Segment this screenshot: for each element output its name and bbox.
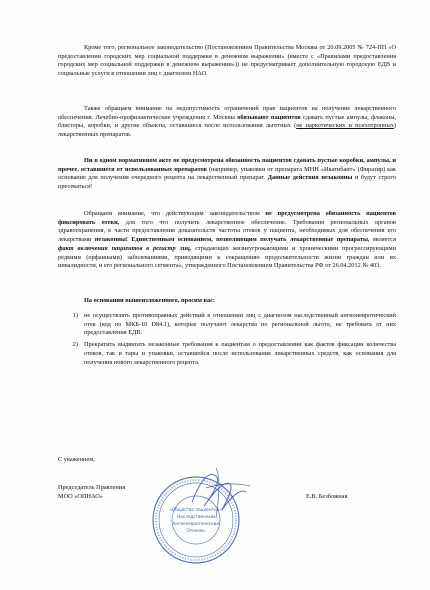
list-item-number: 1): [72, 312, 78, 319]
paragraph-text: ) лекарственных препаратов.: [58, 122, 396, 139]
requests-list: [58, 312, 396, 370]
requests-heading: На основании вышеизложенного, просим вас:: [84, 297, 215, 304]
paragraph-no-obligation: [58, 157, 396, 192]
paragraph-edema-fixation: [58, 210, 396, 271]
paragraph-text: страдающих жизнеугрожающими и хроническими прогрессирующими редкими (орфанными) заболеваниями, приводящими к сокращению продолжительности жизни граждан или их инвалидности, и его регионального сегмента», утвержденного Постановлением Правительства РФ от 26.04.2012 № 403.: [58, 244, 396, 270]
chair-title: Председатель Правления: [58, 484, 126, 491]
bold-phrase: не предусмотрена обязанность пациентов фиксировать отеки,: [58, 210, 396, 226]
stamp-line: Отеком»: [186, 528, 206, 533]
bold-italic-phrase: факт включения пациентов в регистр лиц,: [58, 244, 192, 252]
bold-phrase: обязывают пациентов: [237, 113, 301, 121]
paragraph-text: Обращаем внимание, что действующим законодательством: [84, 210, 266, 217]
handwritten-signature: [186, 462, 256, 522]
list-item-number: 2): [72, 341, 78, 349]
paragraph-text: сдавать пустые ампулы, флаконы, блистеры, коробки, и другие объекты, оставшиеся после использования льготных (: [58, 113, 397, 130]
list-item: [58, 341, 396, 367]
paragraph-text: и будут строго пресекаться!: [58, 174, 396, 191]
paragraph-text: является: [369, 236, 396, 244]
list-item-text: не осуществлять противоправных действий в отношении лиц с диагнозом наследственный ангионевротический отек (код по МКБ-10 D84.1), которые получают лекарства по региональной льготе, не требовать от них предоставления ЕДВ.: [84, 312, 396, 337]
paragraph-restrictions: [58, 105, 396, 140]
bold-phrase: незаконны! Единственным основанием, позволяющим получать лекарственные препараты,: [94, 236, 370, 244]
stamp-line: Ангионевротическим: [172, 521, 220, 526]
closing-salutation: С уважением,: [58, 456, 95, 463]
bold-phrase: Данные действия незаконны: [267, 174, 353, 182]
list-item-text: Прекратить выдвигать незаконные требования к пациентам о предоставлении как фактов фиксации количества отеков, так и тары и упаковки, оставшейся после использования лекарственных средств, как основания для получения нового лекарственного рецепта.: [84, 341, 396, 366]
paragraph-text: (например, упаковки от препарата МНН «Икатибант» (Фиразир) как основание для получения очередного рецепта на лекарственный препарат.: [58, 165, 396, 182]
paragraph-text: Также обращаем внимание на недопустимость ограничений прав пациентов на получение лекарственного обеспечения. Лечебно-профилактические учреждения г. Москвы: [58, 105, 396, 121]
stamp-line: «Общество пациентов с: [169, 507, 223, 512]
signer-name: Е.В. Безбожная: [306, 493, 348, 500]
bold-phrase: Ни в одном нормативном акте не предусмотрена обязанность пациентов сдавать пустые коробки, ампулы, и прочее, оставшиеся от использованных препаратов: [58, 157, 396, 173]
stamp-line: Наследственным: [177, 514, 215, 519]
list-item: [58, 312, 396, 338]
paragraph-text: Кроме того, региональное законодательство (Постановлением Правительства Москвы от 20.09.2005 № 724-ПП «О предоставлении городских мер социальной поддержки в денежном выражении» (вместе с «Правилами предоставления городских мер социальной поддержки в денежном выражении»)) не предусматривает дополнительную городскую ЕДВ и социальные услуги в отношении лиц с диагнозом НАО.: [58, 44, 396, 78]
underlined-phrase: не наркотических и психотропных: [296, 122, 394, 130]
organization-name: МОО «ОПНАО»: [58, 493, 103, 500]
paragraph-regional-legislation: [58, 44, 396, 79]
paragraph-text: для того что получить лекарственное обеспечение. Требования региональных органов здравоохранения, в части предоставления доказательств частоты отеков у пациента, необходимых для обеспечения его лекарствами: [58, 218, 396, 244]
